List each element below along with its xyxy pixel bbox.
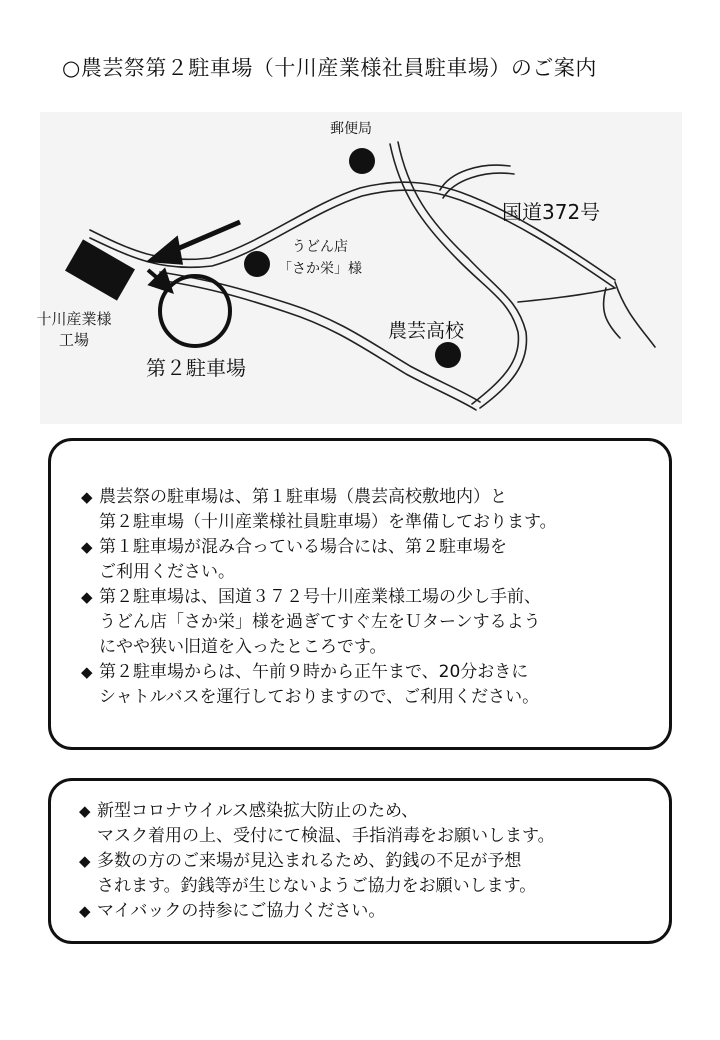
map-label-school: 農芸高校 (388, 320, 465, 342)
map-label-factory: 十川産業様 工場 (36, 310, 112, 349)
post-office-marker (349, 148, 375, 174)
map-label-udon-2: 「さか栄」様 (278, 261, 362, 277)
map-label-parking: 第２駐車場 (146, 356, 246, 380)
notice-item: ◆ 第１駐車場が混み合っている場合には、第２駐車場を ご利用ください。 (81, 535, 655, 585)
map-label-udon-1: うどん店 (292, 239, 348, 255)
diamond-bullet-icon: ◆ (79, 802, 91, 820)
map-label-route: 国道372号 (502, 200, 601, 224)
road-branch-top (440, 165, 510, 190)
diamond-bullet-icon: ◆ (81, 538, 93, 556)
udon-shop-marker (244, 251, 270, 277)
diamond-bullet-icon: ◆ (81, 588, 93, 606)
notice-item: ◆ 農芸祭の駐車場は、第１駐車場（農芸高校敷地内）と 第２駐車場（十川産業様社員駐車場）を準備しております。 (81, 485, 655, 535)
notice-item: ◆ 新型コロナウイルス感染拡大防止のため、 マスク着用の上、受付にて検温、手指消毒をお願いします。 (79, 799, 655, 849)
diamond-bullet-icon: ◆ (79, 902, 91, 920)
diamond-bullet-icon: ◆ (81, 488, 93, 506)
road-connector (518, 288, 615, 302)
arrow-main-line (170, 222, 240, 252)
notice-item: ◆ 第２駐車場は、国道３７２号十川産業様工場の少し手前、 うどん店「さか栄」様を過ぎてすぐ左をＵターンするよう にやや狭い旧道を入ったところです。 (81, 585, 655, 660)
notice-item: ◆ 多数の方のご来場が見込まれるため、釣銭の不足が予想 されます。釣銭等が生じないようご協力をお願いします。 (79, 849, 655, 899)
road-lower-right-a (615, 282, 655, 347)
diamond-bullet-icon: ◆ (81, 663, 93, 681)
notice-item: ◆ マイバックの持参にご協力ください。 (79, 899, 655, 924)
factory-block (65, 239, 135, 300)
road-lower-right-b (604, 288, 620, 338)
arrow-main-head (152, 240, 180, 262)
notice-box-covid (48, 778, 672, 944)
page-title: ○農芸祭第２駐車場（十川産業様社員駐車場）のご案内 (62, 56, 597, 80)
notice-item: ◆ 第２駐車場からは、午前９時から正午まで、20分おきに シャトルバスを運行しておりますので、ご利用ください。 (81, 660, 655, 710)
access-map (36, 112, 682, 424)
diamond-bullet-icon: ◆ (79, 852, 91, 870)
notice-box-parking (48, 438, 672, 750)
map-label-post-office: 郵便局 (330, 121, 372, 137)
school-marker (435, 342, 461, 368)
